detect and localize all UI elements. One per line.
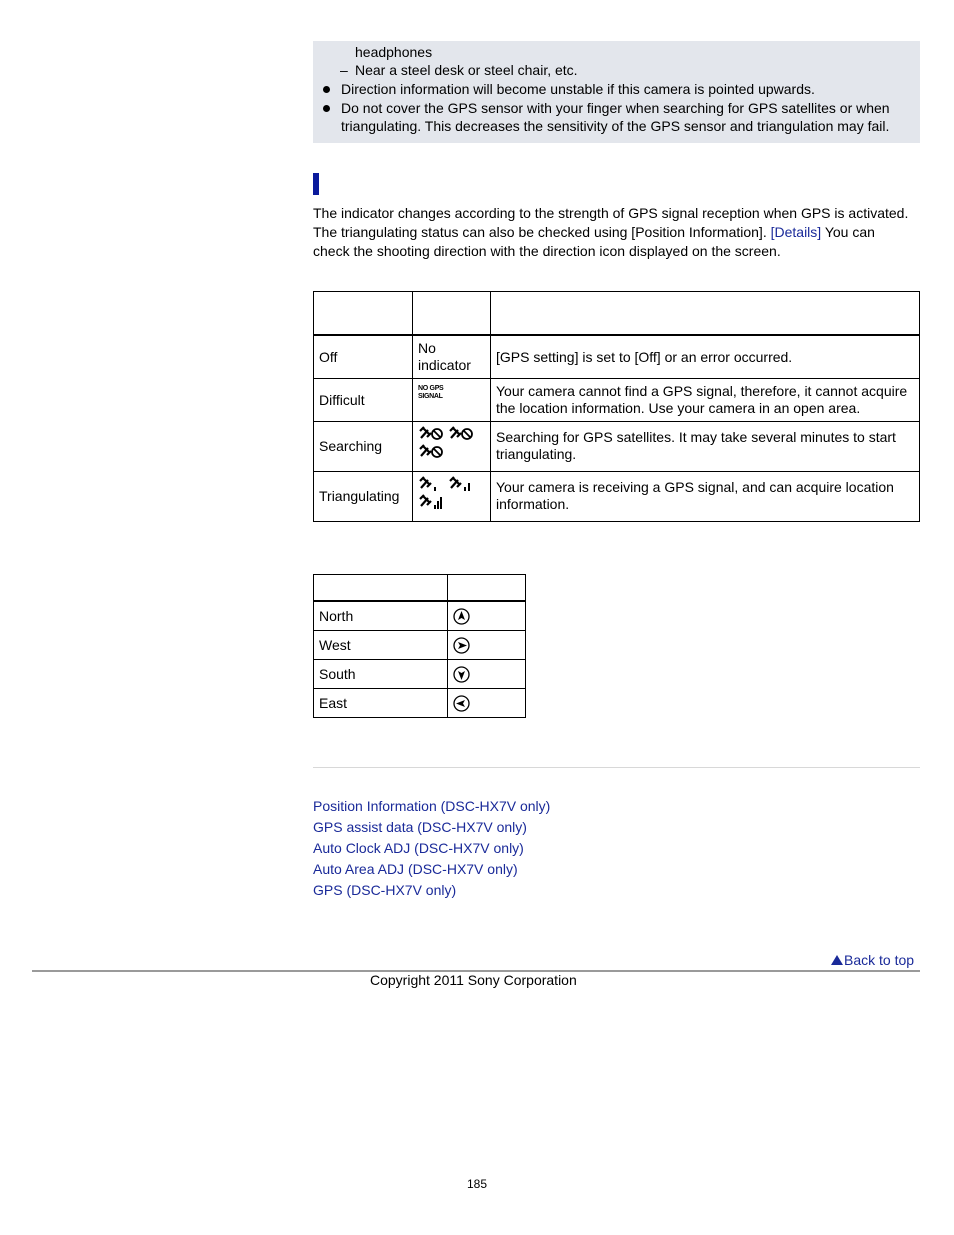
- related-link-auto-area-adj[interactable]: Auto Area ADJ (DSC-HX7V only): [313, 861, 518, 877]
- table-row: [314, 660, 526, 689]
- note-bullet: Do not cover the GPS sensor with your finger when searching for GPS satellites or when: [341, 100, 890, 116]
- indicator-cell: [413, 378, 491, 421]
- status-cell: Off: [314, 335, 413, 378]
- related-link-gps[interactable]: GPS (DSC-HX7V only): [313, 882, 457, 898]
- triangle-up-icon: [830, 954, 844, 966]
- details-link[interactable]: [Details]: [770, 224, 822, 240]
- table-header-row: [314, 292, 920, 336]
- status-cell: Searching: [314, 421, 413, 471]
- note-box: [313, 41, 920, 143]
- section-heading-bar: [313, 173, 319, 195]
- table-row: [314, 335, 920, 378]
- gps-triangulating-icon: [418, 475, 444, 493]
- compass-down-icon: [453, 666, 470, 683]
- direction-table: [313, 574, 526, 718]
- back-to-top-link[interactable]: [830, 952, 914, 969]
- related-link-gps-assist-data[interactable]: GPS assist data (DSC-HX7V only): [313, 819, 527, 835]
- bullet-icon: [323, 86, 330, 93]
- related-link-auto-clock-adj[interactable]: Auto Clock ADJ (DSC-HX7V only): [313, 840, 524, 856]
- status-cell: Triangulating: [314, 471, 413, 521]
- note-dash: –: [340, 62, 348, 78]
- note-bullet: triangulating. This decreases the sensitivity of the GPS sensor and triangulation may fail.: [341, 118, 890, 134]
- intro-text: You can: [824, 224, 875, 240]
- gps-searching-icon: [418, 443, 444, 461]
- intro-line: The indicator changes according to the strength of GPS signal reception when GPS is activated.: [313, 205, 909, 221]
- note-line: Near a steel desk or steel chair, etc.: [355, 62, 578, 78]
- status-cell: Difficult: [314, 378, 413, 421]
- section-divider: [313, 767, 920, 768]
- table-header-row: [314, 575, 526, 602]
- compass-left-icon: [453, 695, 470, 712]
- intro-text: The triangulating status can also be checked using [Position Information].: [313, 224, 767, 240]
- gps-triangulating-icon: [448, 475, 474, 493]
- indicator-cell: No indicator: [413, 335, 491, 378]
- table-row: [314, 471, 920, 521]
- gps-searching-icon: [448, 425, 474, 443]
- direction-cell: South: [314, 660, 448, 689]
- gps-searching-icon: [418, 425, 444, 443]
- icon-cell: [448, 689, 526, 718]
- icon-cell: [448, 660, 526, 689]
- bullet-icon: [323, 105, 330, 112]
- table-row: [314, 421, 920, 471]
- icon-cell: [448, 631, 526, 660]
- direction-cell: East: [314, 689, 448, 718]
- no-gps-signal-icon: NO GPS SIGNAL: [418, 384, 444, 400]
- gps-status-table: [313, 291, 920, 522]
- description-cell: Searching for GPS satellites. It may take several minutes to start triangulating.: [491, 421, 920, 471]
- compass-up-icon: [453, 608, 470, 625]
- intro-line: check the shooting direction with the direction icon displayed on the screen.: [313, 243, 781, 259]
- note-bullet: Direction information will become unstable if this camera is pointed upwards.: [341, 81, 815, 97]
- note-line: headphones: [355, 44, 433, 60]
- related-link-position-information[interactable]: Position Information (DSC-HX7V only): [313, 798, 551, 814]
- direction-cell: West: [314, 631, 448, 660]
- indicator-cell: [413, 471, 491, 521]
- table-row: [314, 601, 526, 631]
- table-row: [314, 378, 920, 421]
- back-to-top-label: Back to top: [844, 952, 915, 968]
- intro-paragraph: [313, 204, 923, 261]
- table-row: [314, 689, 526, 718]
- gps-triangulating-icon: [418, 493, 444, 511]
- compass-right-icon: [453, 637, 470, 654]
- description-cell: Your camera cannot find a GPS signal, therefore, it cannot acquire the location information. Use your camera in an open area.: [491, 378, 920, 421]
- description-cell: [GPS setting] is set to [Off] or an error occurred.: [491, 335, 920, 378]
- copyright-text: Copyright 2011 Sony Corporation: [370, 972, 577, 988]
- indicator-cell: [413, 421, 491, 471]
- direction-cell: North: [314, 601, 448, 631]
- intro-line: [313, 223, 923, 242]
- description-cell: Your camera is receiving a GPS signal, and can acquire location information.: [491, 471, 920, 521]
- table-row: [314, 631, 526, 660]
- icon-cell: [448, 601, 526, 631]
- page-number: 185: [466, 1177, 488, 1191]
